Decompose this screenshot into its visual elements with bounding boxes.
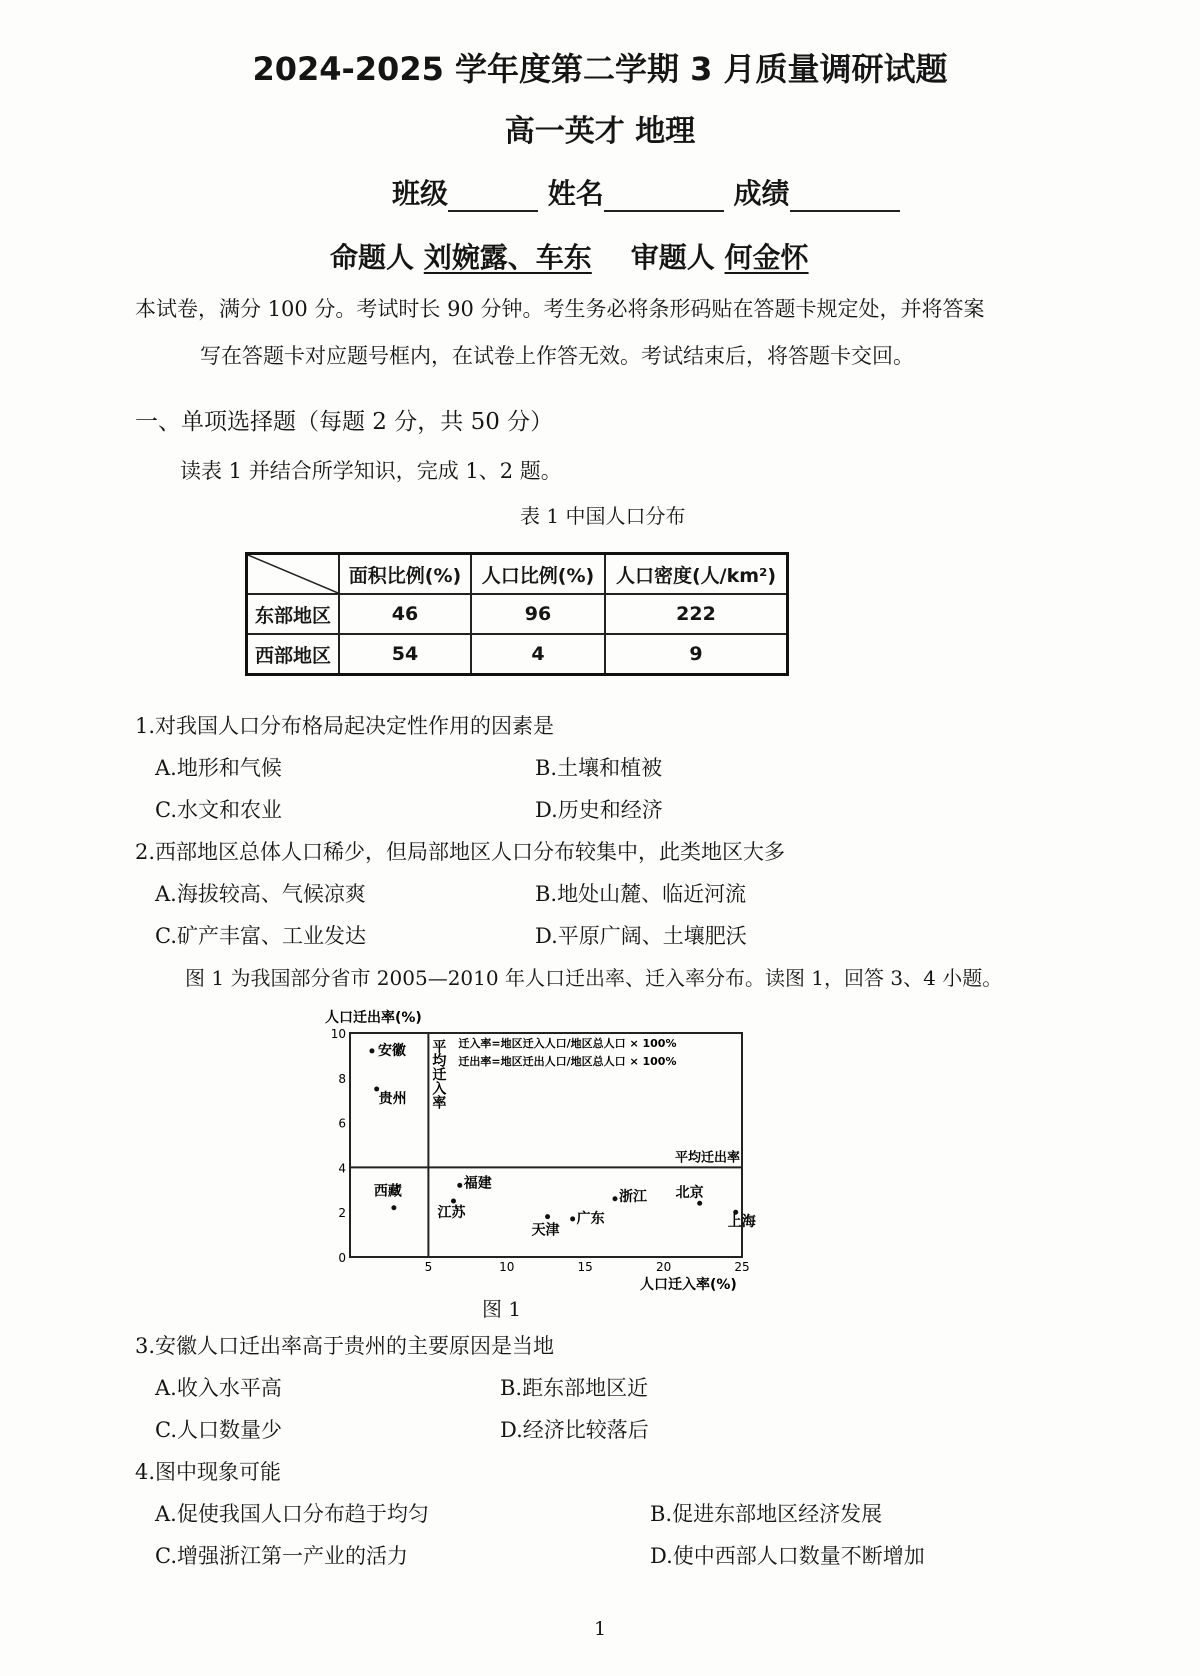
data-point-label: 安徽 [377,1042,406,1059]
exam-subtitle: 高一英才 地理 [504,114,696,149]
page-number: 1 [594,1618,607,1640]
data-point [457,1183,462,1188]
x-tick-label: 10 [499,1260,515,1274]
instructions-line-1: 本试卷，满分 100 分。考试时长 90 分钟。考生务必将条形码贴在答题卡规定处，并将答案 [135,297,985,321]
question-2-option-b[interactable]: B.地处山麓、临近河流 [535,882,747,906]
setter-label: 命题人 [330,241,415,274]
question-4-option-a[interactable]: A.促使我国人口分布趋于均匀 [155,1502,429,1526]
table-header-cell: 人口密度(人/km²) [605,554,788,595]
name-label: 姓名 [547,177,604,210]
class-label: 班级 [392,177,449,210]
figure-caption: 图 1 [482,1297,522,1321]
formula-in-rate: 迁入率=地区迁入人口/地区总人口 × 100% [458,1037,677,1050]
question-4-option-b[interactable]: B.促进东部地区经济发展 [650,1502,883,1526]
question-3-stem: 3.安徽人口迁出率高于贵州的主要原因是当地 [135,1334,555,1358]
y-axis-label: 人口迁出率(%) [325,1010,422,1026]
y-tick-label: 2 [338,1206,346,1221]
table-cell: 222 [605,594,788,634]
average-out-rate-label: 平均迁出率 [674,1150,740,1166]
x-tick-label: 15 [577,1260,593,1274]
table-row [247,594,788,634]
table-cell: 9 [605,634,788,675]
data-point [369,1048,374,1053]
data-point-label: 浙江 [618,1188,647,1205]
question-2-option-a[interactable]: A.海拔较高、气候凉爽 [155,882,366,906]
data-point-label: 福建 [463,1175,492,1192]
data-point-label: 天津 [531,1222,560,1239]
section-heading: 一、单项选择题（每题 2 分，共 50 分） [135,409,554,435]
diagonal-line [248,555,338,593]
reviewer-label: 审题人 [630,241,715,274]
table-header-row [247,554,788,595]
setter-names: 刘婉露、车东 [423,241,592,274]
data-point [570,1216,575,1221]
data-point-label: 江苏 [437,1205,466,1221]
question-2-stem: 2.西部地区总体人口稀少，但局部地区人口分布较集中，此类地区大多 [135,840,786,864]
data-point [545,1214,550,1219]
reviewer-name: 何金怀 [724,241,809,274]
average-in-rate-label: 平均迁入率 [430,1039,447,1109]
score-blank[interactable] [790,184,900,212]
population-table [245,552,789,676]
data-point [697,1201,702,1206]
section-intro-1: 读表 1 并结合所学知识，完成 1、2 题。 [180,459,562,483]
y-tick-label: 6 [338,1116,346,1131]
y-tick-label: 8 [338,1071,346,1086]
question-3-option-c[interactable]: C.人口数量少 [155,1418,282,1442]
score-label: 成绩 [733,177,790,210]
x-axis-label: 人口迁入率(%) [640,1277,737,1293]
question-4-stem: 4.图中现象可能 [135,1460,282,1484]
data-point-label: 北京 [675,1185,704,1202]
table-header-cell: 面积比例(%) [339,554,471,595]
table-cell: 54 [339,634,471,675]
class-blank[interactable] [448,184,538,212]
data-point-label: 贵州 [378,1091,407,1107]
y-tick-label: 0 [338,1251,346,1265]
data-point [612,1196,617,1201]
y-tick-label: 4 [338,1161,346,1176]
x-tick-label: 20 [655,1260,672,1274]
data-point-label: 西藏 [373,1183,402,1200]
name-blank[interactable] [604,184,724,212]
table-cell: 96 [471,594,605,634]
data-point [391,1205,396,1210]
table-corner-cell [247,554,340,595]
question-1-stem: 1.对我国人口分布格局起决定性作用的因素是 [135,714,555,738]
table-row-label: 东部地区 [247,594,340,634]
table-row [247,634,788,675]
question-3-option-d[interactable]: D.经济比较落后 [500,1418,649,1442]
exam-title: 2024-2025 学年度第二学期 3 月质量调研试题 [252,50,948,88]
table-header-cell: 人口比例(%) [471,554,605,595]
question-2-option-c[interactable]: C.矿产丰富、工业发达 [155,924,366,948]
data-point-label: 广东 [576,1210,605,1227]
instructions-line-2: 写在答题卡对应题号框内，在试卷上作答无效。考试结束后，将答题卡交回。 [200,344,914,368]
y-tick-label: 10 [330,1027,346,1041]
question-3-option-b[interactable]: B.距东部地区近 [500,1376,649,1400]
question-1-option-c[interactable]: C.水文和农业 [155,798,282,822]
formula-out-rate: 迁出率=地区迁出人口/地区总人口 × 100% [458,1055,677,1068]
question-3-option-a[interactable]: A.收入水平高 [155,1376,282,1400]
question-1-option-b[interactable]: B.土壤和植被 [535,756,663,780]
data-point-label: 上海 [727,1214,756,1231]
data-point [451,1199,456,1204]
table-cell: 46 [339,594,471,634]
x-tick-label: 25 [734,1260,750,1274]
x-tick-label: 5 [424,1260,433,1274]
table-cell: 4 [471,634,605,675]
migration-scatter-chart [310,1005,760,1295]
question-1-option-a[interactable]: A.地形和气候 [155,756,282,780]
question-2-option-d[interactable]: D.平原广阔、土壤肥沃 [535,924,747,948]
table-row-label: 西部地区 [247,634,340,675]
student-info-line [392,172,900,212]
question-4-option-d[interactable]: D.使中西部人口数量不断增加 [650,1544,925,1568]
table-caption: 表 1 中国人口分布 [520,504,686,528]
question-1-option-d[interactable]: D.历史和经济 [535,798,663,822]
question-4-option-c[interactable]: C.增强浙江第一产业的活力 [155,1544,408,1568]
section-intro-2: 图 1 为我国部分省市 2005—2010 年人口迁出率、迁入率分布。读图 1，回答 3、4 小题。 [185,966,1003,990]
setter-line [330,236,809,276]
